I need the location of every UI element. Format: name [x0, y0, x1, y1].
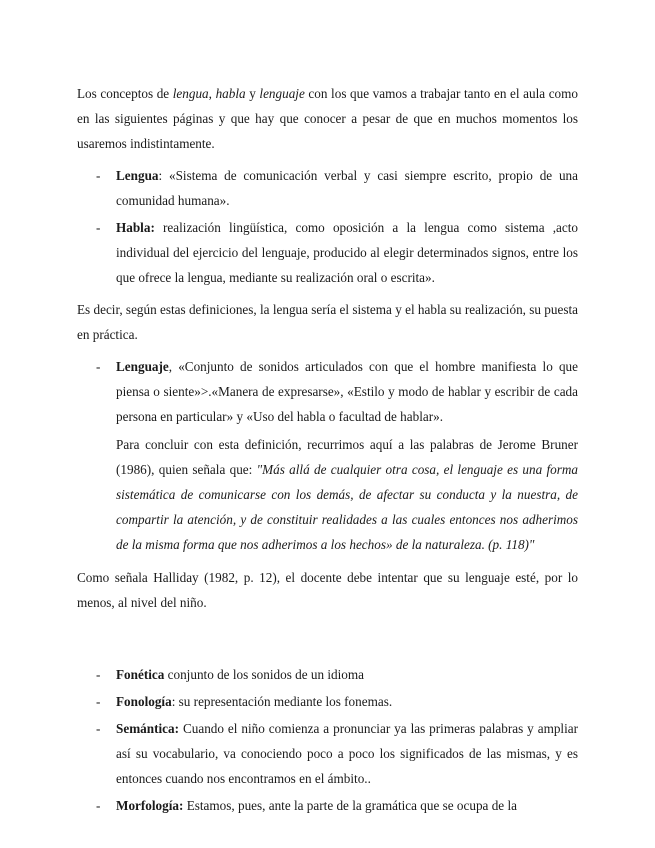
blank-gap: [77, 622, 578, 662]
list-item-lenguaje: - Lenguaje, «Conjunto de sonidos articulados con que el hombre manifiesta lo que piensa o siente»>.«Manera de expresarse», «Estilo y modo de hablar y escribir de cada persona en particular» y «Uso del habla o facultad de hablar».: [77, 354, 578, 429]
list-item-fonetica: - Fonética conjunto de los sonidos de un idioma: [77, 662, 578, 687]
list-item-fonologia: - Fonología: su representación mediante los fonemas.: [77, 689, 578, 714]
dash-bullet: -: [96, 694, 101, 709]
list-item-semantica: - Semántica: Cuando el niño comienza a pronunciar ya las primeras palabras y ampliar así su vocabulario, va conociendo poco a poco los significados de las mismas, y es entonces cuando nos encontramos en el ámbito..: [77, 716, 578, 791]
dash-bullet: -: [96, 359, 101, 374]
term-lengua: lengua: [172, 86, 209, 101]
intro-paragraph: Los conceptos de lengua, habla y lenguaje con los que vamos a trabajar tanto en el aula como en las siguientes páginas y que hay que conocer a pesar de que en muchos momentos los usaremos indistintamente.: [77, 86, 579, 151]
list-item-habla: - Habla: realización lingüística, como oposición a la lengua como sistema ,acto individual del ejercicio del lenguaje, producido al elegir determinados signos, entre los que ofrece la lengua, mediante su realización oral o escrita».: [77, 215, 578, 290]
definitions-list-1: [77, 163, 578, 290]
definitions-list-2: [77, 354, 578, 429]
dash-bullet: -: [96, 220, 101, 235]
linguistics-list: [77, 662, 578, 818]
bruner-quote: Para concluir con esta definición, recurrimos aquí a las palabras de Jerome Bruner (1986), quien señala que: "Más allá de cualquier otra cosa, el lenguaje es una forma sistemática de comunicarse con los demás, de afectar su conducta y la nuestra, de compartir la atención, y de constituir realidades a las cuales entonces nos adherimos de la misma forma que nos adherimos a los hechos» de la naturaleza. (p. 118)": [116, 437, 578, 552]
term-lenguaje: lenguaje: [259, 86, 305, 101]
term-habla: habla: [215, 86, 246, 101]
halliday-paragraph: Como señala Halliday (1982, p. 12), el docente debe intentar que su lenguaje esté, por lo menos, al nivel del niño.: [77, 570, 578, 610]
quote-text: "Más allá de cualquier otra cosa, el lenguaje es una forma sistemática de comunicarse con los demás, de afectar su conducta y la nuestra, de compartir la atención, y de constituir realidades a las cuales entonces nos adherimos de la misma forma que nos adherimos a los hechos» de la naturaleza. (p. 118)": [116, 462, 578, 552]
document-page: [77, 81, 578, 825]
list-item-lengua: - Lengua: «Sistema de comunicación verbal y casi siempre escrito, propio de una comunidad humana».: [77, 163, 578, 213]
dash-bullet: -: [96, 721, 101, 736]
dash-bullet: -: [96, 667, 101, 682]
list-item-morfologia: - Morfología: Estamos, pues, ante la parte de la gramática que se ocupa de la: [77, 793, 578, 818]
summary-paragraph: Es decir, según estas definiciones, la lengua sería el sistema y el habla su realización, su puesta en práctica.: [77, 302, 578, 342]
dash-bullet: -: [96, 168, 101, 183]
dash-bullet: -: [96, 798, 101, 813]
